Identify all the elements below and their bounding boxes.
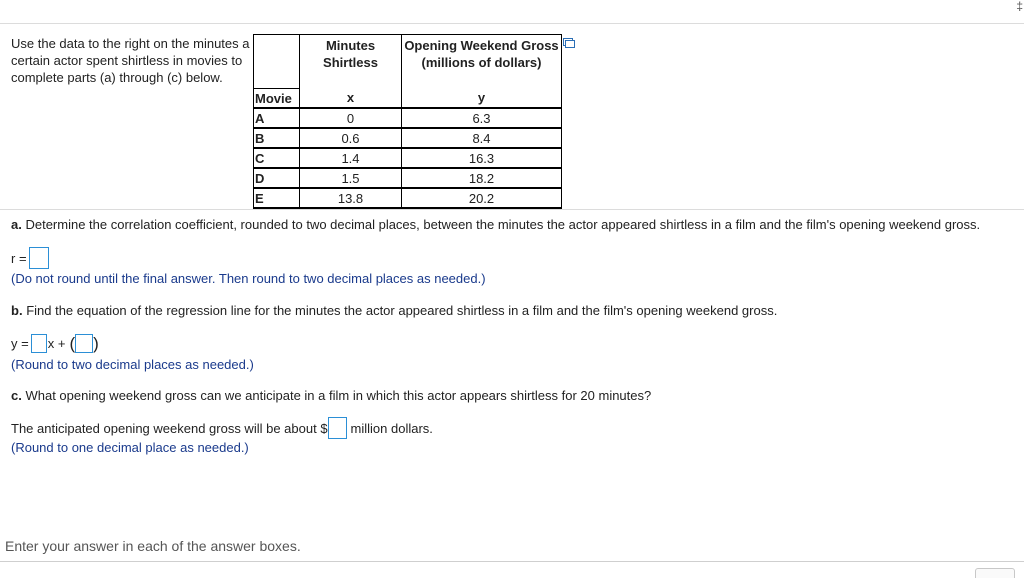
table-cell-x: 0: [300, 108, 402, 128]
table-row: [254, 108, 562, 128]
table-cell-y: 6.3: [402, 108, 562, 128]
table-header-x: Minutes Shirtless: [300, 35, 402, 89]
table-cell-x: 1.4: [300, 148, 402, 168]
bottom-button[interactable]: [975, 568, 1015, 578]
table-cell-movie: C: [254, 148, 300, 168]
table-cell-movie: E: [254, 188, 300, 208]
open-paren: (: [69, 334, 76, 353]
table-header-y: Opening Weekend Gross (millions of dollars): [402, 35, 562, 89]
table-cell-movie: B: [254, 128, 300, 148]
table-cell-x: 0.6: [300, 128, 402, 148]
table-cell-x: 13.8: [300, 188, 402, 208]
part-c-question: [11, 388, 651, 403]
slope-answer-box[interactable]: [31, 334, 47, 353]
close-paren: ): [93, 334, 99, 353]
part-b-question: [11, 303, 777, 318]
part-b-answer-prefix: y =: [11, 336, 29, 351]
corner-mark: ‡: [1016, 0, 1023, 13]
table-cell-y: 8.4: [402, 128, 562, 148]
part-c-text: What opening weekend gross can we anticipate in a film in which this actor appears shirtless for 20 minutes?: [25, 388, 652, 403]
data-table: [253, 34, 562, 209]
part-c-hint: (Round to one decimal place as needed.): [11, 440, 249, 455]
table-cell-movie: A: [254, 108, 300, 128]
table-var-y: y: [402, 89, 562, 109]
table-cell-y: 20.2: [402, 188, 562, 208]
part-c-answer-line: [11, 417, 433, 439]
table-var-x: x: [300, 89, 402, 109]
part-a-question: [11, 217, 980, 232]
part-b-answer-mid: x +: [47, 336, 66, 351]
correlation-answer-box[interactable]: [29, 247, 49, 269]
part-b-label: b.: [11, 303, 23, 318]
table-header-movie: Movie: [254, 89, 300, 109]
part-b-text: Find the equation of the regression line for the minutes the actor appeared shirtless in a film and the film's opening weekend gross.: [26, 303, 778, 318]
bottom-divider: [0, 561, 1024, 562]
table-cell-x: 1.5: [300, 168, 402, 188]
intro-text: Use the data to the right on the minutes a certain actor spent shirtless in movies to complete parts (a) through (c) below.: [11, 36, 250, 85]
part-a-answer-line: [11, 247, 49, 269]
gross-answer-box[interactable]: [328, 417, 347, 439]
part-b-hint: (Round to two decimal places as needed.): [11, 357, 254, 372]
intercept-answer-box[interactable]: [75, 334, 93, 353]
table-cell-y: 18.2: [402, 168, 562, 188]
part-c-answer-prefix: The anticipated opening weekend gross will be about $: [11, 420, 328, 436]
part-a-answer-prefix: r =: [11, 250, 27, 266]
table-row: [254, 168, 562, 188]
part-b-answer-line: [11, 334, 99, 353]
table-cell-y: 16.3: [402, 148, 562, 168]
table-cell-movie: D: [254, 168, 300, 188]
section-divider: [0, 209, 1024, 210]
part-a-hint: (Do not round until the final answer. Then round to two decimal places as needed.): [11, 271, 486, 286]
footer-instructions: Enter your answer in each of the answer boxes.: [5, 538, 301, 554]
table-row: [254, 188, 562, 208]
copy-icon[interactable]: [563, 38, 575, 50]
part-a-label: a.: [11, 217, 22, 232]
part-c-label: c.: [11, 388, 22, 403]
table-header-blank: [254, 35, 300, 89]
top-divider: [0, 23, 1024, 24]
table-row: [254, 148, 562, 168]
part-a-text: Determine the correlation coefficient, rounded to two decimal places, between the minutes the actor appeared shirtless in a film and the film's opening weekend gross.: [25, 217, 981, 232]
part-c-answer-suffix: million dollars.: [350, 420, 433, 436]
table-row: [254, 128, 562, 148]
